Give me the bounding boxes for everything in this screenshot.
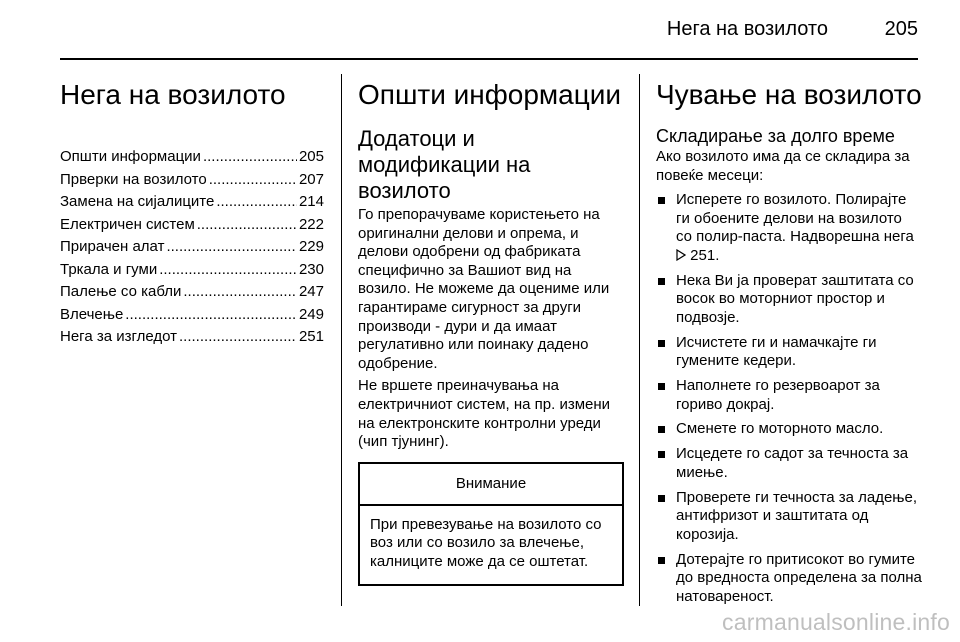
toc-page: 247 bbox=[298, 283, 324, 300]
toc-label: Нега за изгледот bbox=[60, 328, 178, 345]
caution-heading: Внимание bbox=[360, 464, 622, 506]
paragraph: Го препорачуваме користењето на оригинални делови и опрема, и делови одобрени од фабриката специфично за Вашиот вид на возило. Не можеме да оцениме или гарантираме сигурност за други производи - дури и да имаат регулативно или поинаку дадено одобрение. bbox=[358, 206, 610, 372]
page-number: 205 bbox=[884, 18, 918, 40]
watermark: carmanualsonline.info bbox=[722, 609, 950, 635]
toc-item[interactable] bbox=[60, 236, 324, 259]
bullet-square-icon bbox=[658, 340, 665, 347]
list-item bbox=[656, 420, 922, 439]
toc-leader bbox=[197, 214, 297, 237]
caution-text: При превезување на возилото со воз или со возило за влечење, калниците може да се оштетат. bbox=[370, 515, 602, 570]
section-title-general: Општи информации bbox=[358, 79, 622, 110]
storage-intro: Ако возилото има да се складира за повеќе месеци: bbox=[656, 148, 910, 184]
list-item bbox=[656, 191, 922, 265]
column-divider-right bbox=[639, 74, 640, 606]
toc-item[interactable] bbox=[60, 281, 324, 304]
toc-item[interactable] bbox=[60, 169, 324, 192]
list-item bbox=[656, 377, 922, 414]
bullet-square-icon bbox=[658, 278, 665, 285]
toc-label: Влечење bbox=[60, 305, 124, 323]
toc-label: Тркала и гуми bbox=[60, 260, 158, 278]
toc-label: Палење со кабли bbox=[60, 283, 182, 300]
list-item bbox=[656, 489, 922, 545]
subsection-title-long-term: Складирање за долго време bbox=[656, 126, 895, 146]
toc-leader bbox=[125, 304, 297, 327]
list-item-text: Наполнете го резервоарот за гориво докрај. bbox=[676, 377, 880, 413]
bullet-square-icon bbox=[658, 383, 665, 390]
toc-label: Електричен систем bbox=[60, 215, 195, 233]
bullet-square-icon bbox=[658, 426, 665, 433]
column-divider-left bbox=[341, 74, 342, 606]
running-header bbox=[60, 14, 918, 50]
toc-label: Прирачен алат bbox=[60, 238, 165, 255]
toc-item[interactable] bbox=[60, 326, 324, 349]
list-item-text: Дотерајте го притисокот во гумите до вредноста определена за полна натовареност. bbox=[676, 550, 922, 605]
bullet-square-icon bbox=[658, 197, 665, 204]
toc-leader bbox=[159, 259, 297, 282]
list-item bbox=[656, 551, 922, 607]
caution-notice bbox=[358, 462, 624, 586]
toc-item[interactable] bbox=[60, 304, 324, 327]
toc-leader bbox=[216, 191, 297, 214]
column-toc bbox=[60, 72, 324, 349]
subsection-title-accessories: Додатоци и модификации на возилото bbox=[358, 126, 531, 203]
toc-page: 205 bbox=[298, 148, 324, 165]
list-item-text: Исчистете ги и намачкајте ги гумените кедери. bbox=[676, 333, 877, 370]
list-item bbox=[656, 334, 922, 371]
toc-page: 222 bbox=[298, 215, 324, 233]
running-title: Нега на возилото bbox=[666, 18, 828, 40]
page-reference-arrow-icon bbox=[676, 249, 686, 261]
toc-page: 214 bbox=[298, 193, 324, 210]
toc-leader bbox=[166, 236, 297, 259]
bullet-square-icon bbox=[658, 557, 665, 564]
toc-page: 249 bbox=[298, 305, 324, 323]
toc-item[interactable] bbox=[60, 146, 324, 169]
bullet-square-icon bbox=[658, 495, 665, 502]
list-item-text: Нека Ви ја проверат заштитата со восок во моторниот простор и подвозје. bbox=[676, 271, 914, 326]
toc-page: 230 bbox=[298, 260, 324, 278]
bullet-square-icon bbox=[658, 451, 665, 458]
toc-leader bbox=[209, 169, 297, 192]
list-item-text: Исперете го возилото. Полирајте ги обоените делови на возилото со полир-паста. Надворешна нега bbox=[676, 191, 914, 246]
toc-page: 251 bbox=[298, 328, 324, 345]
column-general-info bbox=[358, 72, 622, 586]
list-item bbox=[656, 445, 922, 482]
column-storage bbox=[656, 72, 922, 613]
toc-label: Општи информации bbox=[60, 148, 201, 165]
toc-item[interactable] bbox=[60, 259, 324, 282]
list-item-text: Проверете ги течноста за ладење, антифризот и заштитата од корозија. bbox=[676, 488, 917, 543]
toc-label: Замена на сијалиците bbox=[60, 193, 215, 210]
storage-checklist bbox=[656, 191, 922, 606]
toc-leader bbox=[183, 281, 297, 304]
toc-item[interactable] bbox=[60, 214, 324, 237]
toc-leader bbox=[179, 326, 297, 349]
table-of-contents bbox=[60, 146, 324, 349]
toc-leader bbox=[203, 146, 297, 169]
page-reference-link[interactable]: 251. bbox=[690, 246, 720, 264]
list-item bbox=[656, 272, 922, 328]
toc-page: 229 bbox=[298, 238, 324, 255]
list-item-text: Исцедете го садот за течноста за миење. bbox=[676, 445, 909, 481]
toc-item[interactable] bbox=[60, 191, 324, 214]
header-rule bbox=[60, 58, 918, 60]
toc-label: Прверки на возилото bbox=[60, 170, 207, 188]
section-title-storage: Чување на возилото bbox=[656, 79, 922, 110]
chapter-title: Нега на возилото bbox=[60, 79, 286, 110]
list-item-text: Сменете го моторното масло. bbox=[676, 420, 884, 438]
paragraph: Не вршете преиначувања на електричниот систем, на пр. измени на електронските контролни уреди (чип тјунинг). bbox=[358, 377, 611, 451]
toc-page: 207 bbox=[298, 170, 324, 188]
